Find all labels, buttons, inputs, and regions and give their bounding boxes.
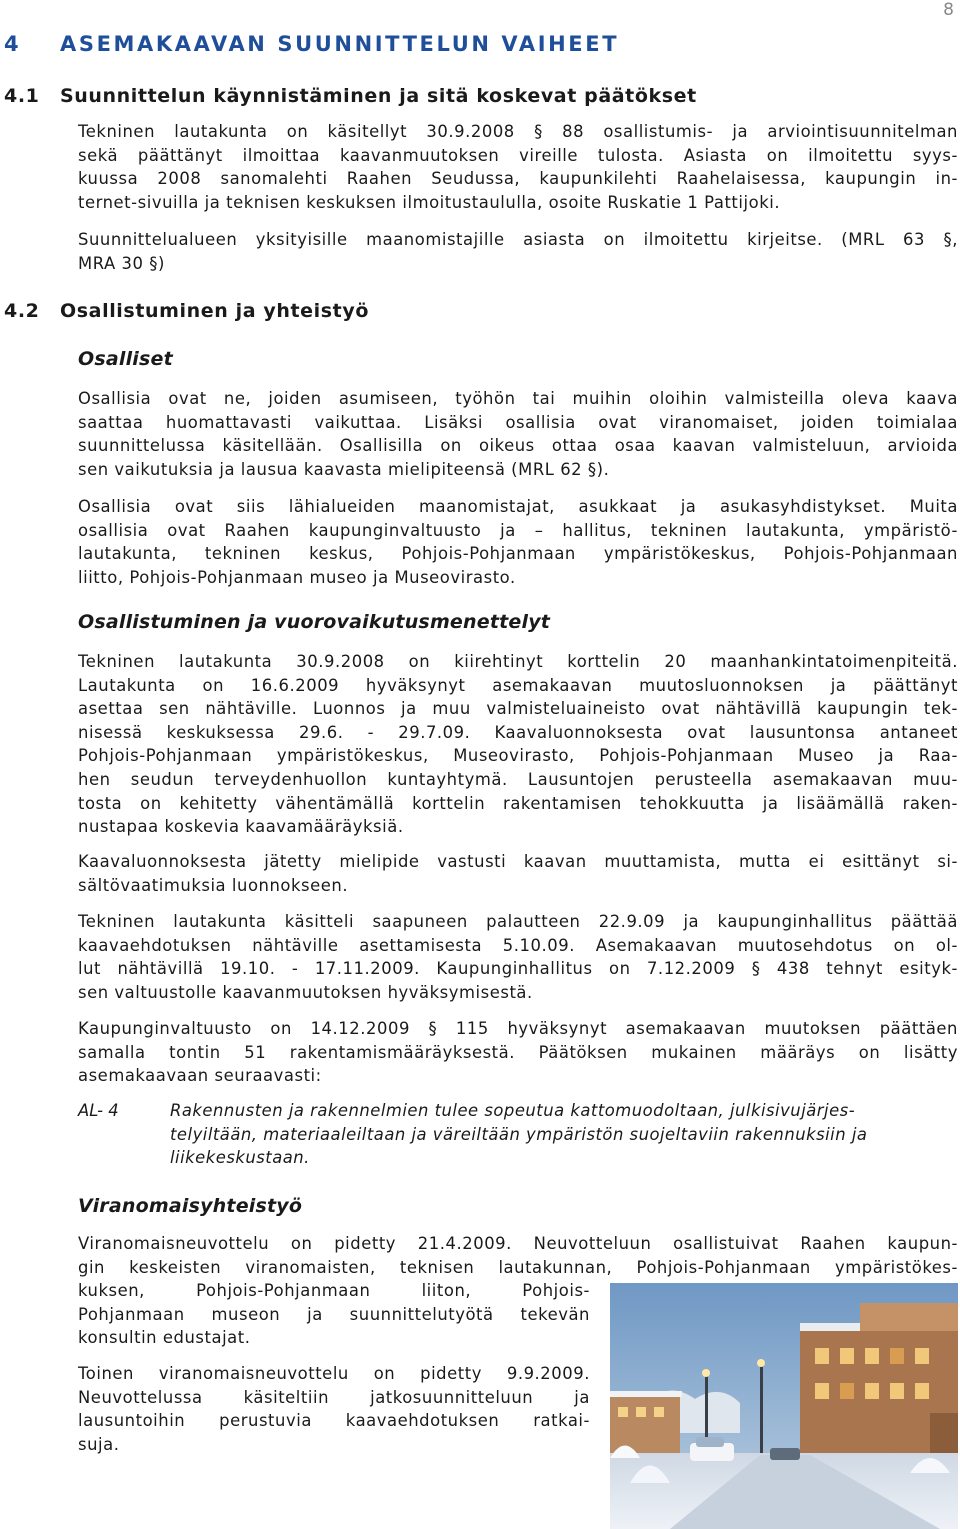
text-line: Rakennusten ja rakennelmien tulee sopeutua kattomuodoltaan, julkisivujärjes-	[170, 1101, 856, 1120]
text-line: asettaa sen nähtäville. Luonnos ja muu valmisteluaineisto ovat nähtävillä kaupungin tek-	[78, 699, 958, 719]
text-line: liitto, Pohjois-Pohjanmaan museo ja Museovirasto.	[78, 567, 516, 587]
text-line: sekä päättänyt ilmoittaa kaavanmuutoksen vireille tulosta. Asiasta on ilmoitettu syys-	[78, 145, 958, 165]
text-line: Pohjanmaan museon ja suunnittelutyötä tekevän	[78, 1304, 590, 1324]
text-line: konsultin edustajat.	[78, 1328, 251, 1348]
regulation-code: AL- 4	[78, 1101, 119, 1120]
regulation-text	[170, 1099, 958, 1170]
text-line: Toinen viranomaisneuvottelu on pidetty 9.9.2009.	[78, 1364, 590, 1383]
text-line: Tekninen lautakunta 30.9.2008 on kiirehtinyt korttelin 20 maanhankintatoimenpiteitä.	[78, 652, 958, 671]
text-line: tosta on kehitetty vähentämällä korttelin rakentamisen tehokkuutta ja lisäämällä raken-	[78, 793, 958, 813]
text-line: lut nähtävillä 19.10. - 17.11.2009. Kaupunginhallitus on 7.12.2009 § 438 tehnyt esityk-	[78, 959, 958, 979]
section-4-2-heading	[4, 300, 369, 322]
paragraph-maanomistajat	[78, 228, 958, 275]
page-number: 8	[943, 0, 954, 20]
text-line: nisessä keskuksessa 29.6. - 29.7.09. Kaavaluonnoksesta ovat lausuntonsa antaneet	[78, 722, 958, 742]
text-line: Pohjois-Pohjanmaan ympäristökeskus, Museovirasto, Pohjois-Pohjanmaan Museo ja Raa-	[78, 746, 958, 766]
section-title: Osallistuminen ja yhteistyö	[60, 300, 369, 322]
paragraph-muut-osalliset	[78, 495, 958, 589]
text-line: liikekeskustaan.	[170, 1148, 310, 1168]
text-line: Lautakunta on 16.6.2009 hyväksynyt asemakaavan muutosluonnoksen ja päättänyt	[78, 675, 958, 695]
paragraph-vireilletulo	[78, 120, 958, 214]
text-line: suja.	[78, 1434, 120, 1454]
chapter-title: ASEMAKAAVAN SUUNNITTELUN VAIHEET	[60, 32, 620, 56]
text-line: Viranomaisneuvottelu on pidetty 21.4.2009. Neuvotteluun osallistuivat Raahen kaupun-	[78, 1234, 958, 1253]
text-line: osallisia ovat Raahen kaupunginvaltuusto ja – hallitus, tekninen lautakunta, ympäristö-	[78, 520, 958, 540]
text-line: Kaupunginvaltuusto on 14.12.2009 § 115 hyväksynyt asemakaavan muutoksen päättäen	[78, 1019, 958, 1038]
text-line: Suunnittelualueen yksityisille maanomistajille asiasta on ilmoitettu kirjeitse. (MRL 63 §,	[78, 230, 958, 249]
text-line: lausuntoihin perustuvia kaavaehdotuksen ratkai-	[78, 1411, 590, 1431]
paragraph-viranomaisneuvottelu-wide	[78, 1232, 958, 1279]
paragraph-viranomaisneuvottelu-narrow	[78, 1279, 590, 1350]
text-line: sen vaikutuksia ja lausua kaavasta mielipiteensä (MRL 62 §).	[78, 459, 610, 479]
text-line: MRA 30 §)	[78, 253, 165, 273]
text-line: suunnittelussa käsitellään. Osallisilla on oikeus ottaa osaa kaavan valmisteluun, arvioida	[78, 436, 958, 456]
subheading-vuorovaikutus: Osallistuminen ja vuorovaikutusmenettelyt	[78, 611, 551, 633]
paragraph-mielipide	[78, 850, 958, 897]
text-line: gin keskeisten viranomaisten, teknisen lautakunnan, Pohjois-Pohjanmaan ympäristökes-	[78, 1257, 958, 1277]
text-line: kaavaehdotuksen nähtäville asettamisesta 5.10.09. Asemakaavan muutosehdotus on ol-	[78, 935, 958, 955]
paragraph-osalliset	[78, 387, 958, 481]
text-line: sältövaatimuksia luonnokseen.	[78, 875, 349, 895]
text-line: Neuvottelussa käsiteltiin jatkosuunnitteluun ja	[78, 1387, 590, 1407]
text-line: kuussa 2008 sanomalehti Raahen Seudussa, kaupunkilehti Raahelaisessa, kaupungin in-	[78, 169, 958, 189]
paragraph-toinen-neuvottelu	[78, 1362, 590, 1456]
regulation-quote	[78, 1099, 958, 1171]
winter-street-photo	[610, 1283, 958, 1529]
text-line: sen valtuustolle kaavanmuutoksen hyväksymisestä.	[78, 982, 533, 1002]
chapter-heading	[4, 32, 619, 56]
text-line: Tekninen lautakunta on käsitellyt 30.9.2008 § 88 osallistumis- ja arviointisuunnitelman	[78, 122, 958, 141]
paragraph-luonnos	[78, 650, 958, 839]
text-line: hen seudun terveydenhuollon kuntayhtymä. Lausuntojen perusteella asemakaavan muu-	[78, 769, 958, 789]
text-line: Kaavaluonnoksesta jätetty mielipide vastusti kaavan muuttamista, mutta ei esittänyt si-	[78, 852, 958, 871]
section-title: Suunnittelun käynnistäminen ja sitä koskevat päätökset	[60, 85, 697, 107]
text-line: Osallisia ovat siis lähialueiden maanomistajat, asukkaat ja asukasyhdistykset. Muita	[78, 497, 958, 516]
text-line: ternet-sivuilla ja teknisen keskuksen ilmoitustaululla, osoite Ruskatie 1 Pattijoki.	[78, 192, 781, 212]
text-line: nustapaa koskevia kaavamääräyksiä.	[78, 817, 404, 837]
section-number: 4.1	[4, 85, 40, 107]
text-line: samalla tontin 51 rakentamismääräyksestä. Päätöksen mukainen määräys on lisätty	[78, 1042, 958, 1062]
text-line: lautakunta, tekninen keskus, Pohjois-Pohjanmaan ympäristökeskus, Pohjois-Pohjanmaan	[78, 544, 958, 564]
chapter-number: 4	[4, 32, 22, 56]
text-line: saattaa huomattavasti vaikuttaa. Lisäksi osallisia ovat viranomaiset, joiden toimialaa	[78, 412, 958, 432]
section-4-1-heading	[4, 85, 697, 107]
text-line: Tekninen lautakunta käsitteli saapuneen palautteen 22.9.09 ja kaupunginhallitus päättää	[78, 912, 958, 931]
paragraph-hyvaksyminen	[78, 1017, 958, 1088]
text-line: kuksen, Pohjois-Pohjanmaan liiton, Pohjois-	[78, 1281, 590, 1300]
text-line: telyiltään, materiaaleiltaan ja väreiltään ympäristön suojeltaviin rakennuksiin ja	[170, 1124, 868, 1144]
text-line: Osallisia ovat ne, joiden asumiseen, työhön tai muihin oloihin valmisteilla oleva kaava	[78, 389, 958, 408]
subheading-osalliset: Osalliset	[78, 348, 173, 370]
paragraph-ehdotus	[78, 910, 958, 1004]
section-number: 4.2	[4, 300, 40, 322]
subheading-viranomaisyhteistyo: Viranomaisyhteistyö	[78, 1195, 303, 1217]
text-line: asemakaavaan seuraavasti:	[78, 1066, 322, 1086]
